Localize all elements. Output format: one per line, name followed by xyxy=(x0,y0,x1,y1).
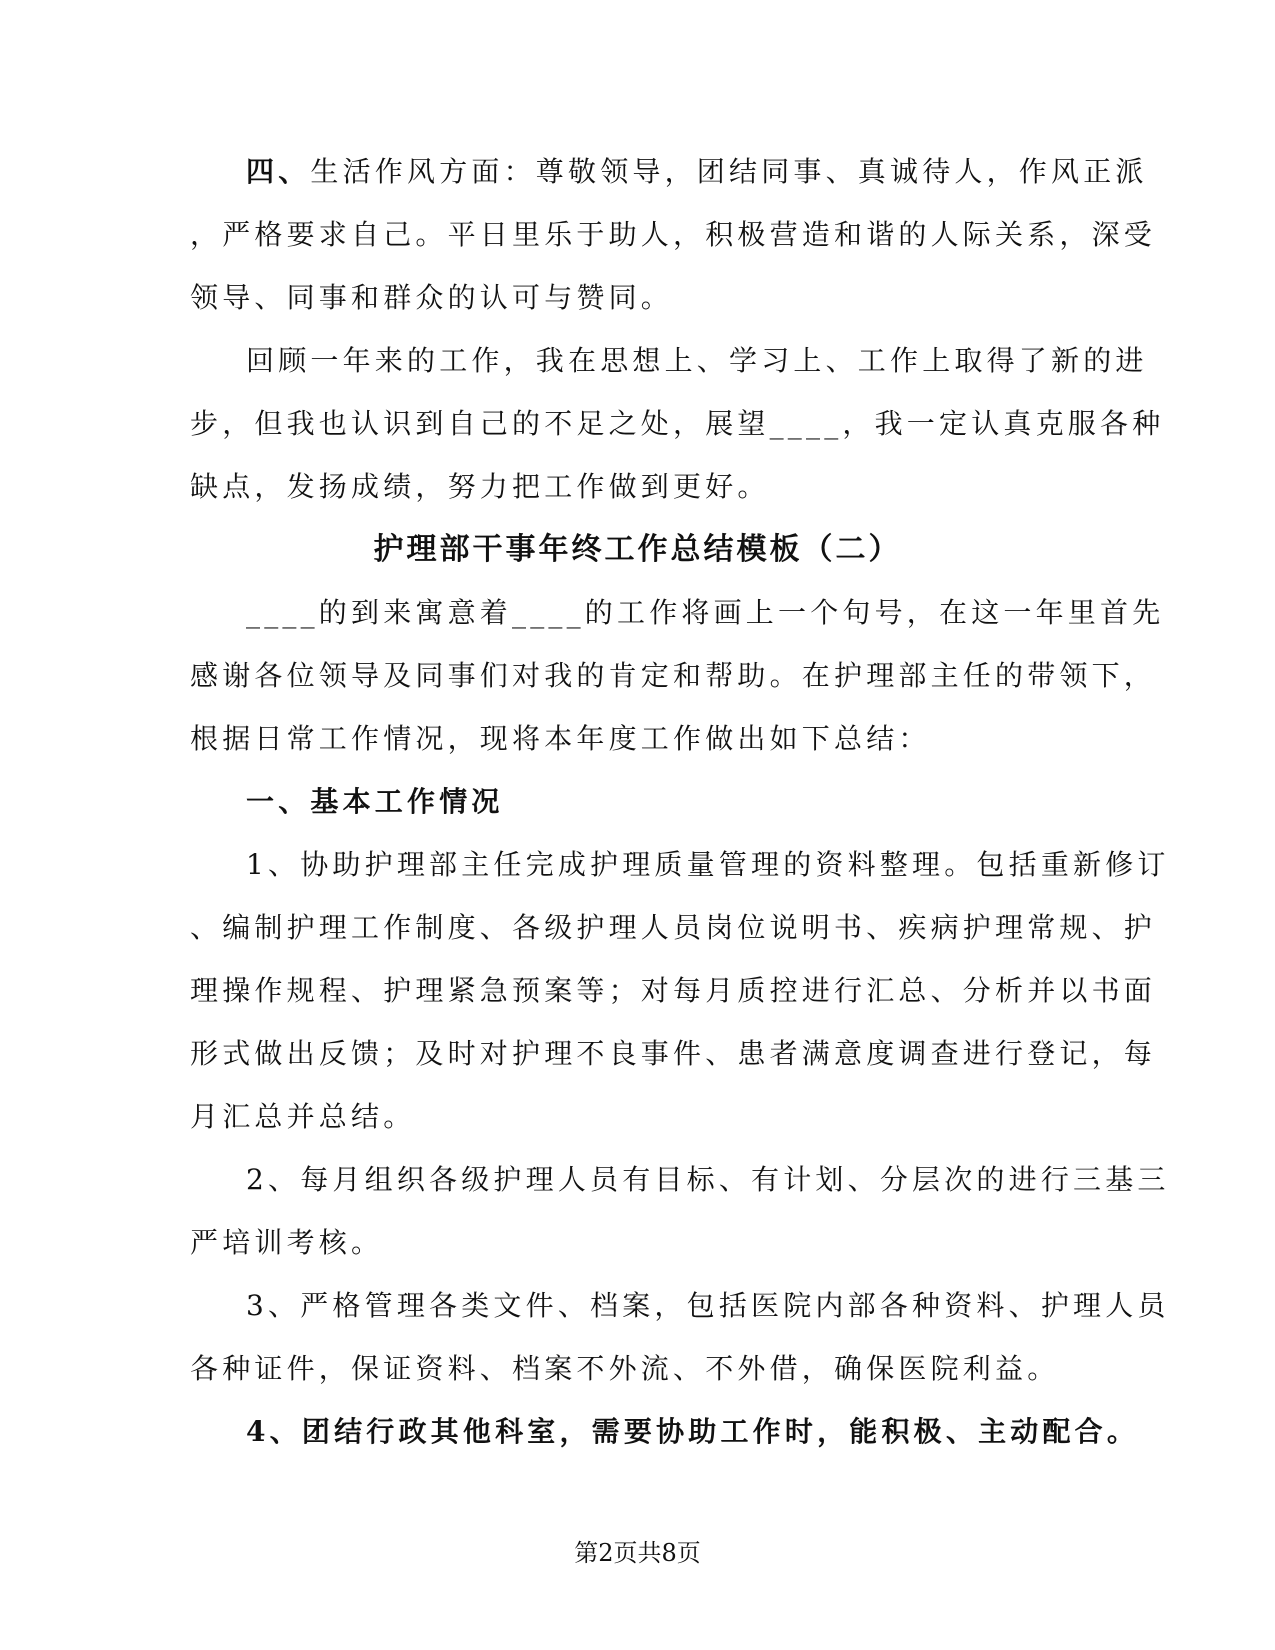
heading-basic-work: 一、基本工作情况 xyxy=(246,785,504,818)
page-number-footer: 第2页共8页 xyxy=(574,1539,701,1567)
para-four-lead: 四、 xyxy=(246,155,311,188)
section-title: 护理部干事年终工作总结模板（二） xyxy=(373,532,902,567)
para-intro-line-3: 根据日常工作情况，现将本年度工作做出如下总结： xyxy=(190,722,931,755)
item-3-line-2: 各种证件，保证资料、档案不外流、不外借，确保医院利益。 xyxy=(190,1352,1060,1385)
para-review-line-1: 回顾一年来的工作，我在思想上、学习上、工作上取得了新的进 xyxy=(246,344,1148,377)
item-1-line-2: 、编制护理工作制度、各级护理人员岗位说明书、疾病护理常规、护 xyxy=(190,911,1157,944)
para-intro-line-1: ____的到来寓意着____的工作将画上一个句号，在这一年里首先 xyxy=(246,596,1165,629)
item-2-line-2: 严培训考核。 xyxy=(190,1226,384,1259)
para-four-line-1-text: 生活作风方面：尊敬领导，团结同事、真诚待人，作风正派 xyxy=(310,155,1148,188)
item-1-line-1: 1、协助护理部主任完成护理质量管理的资料整理。包括重新修订 xyxy=(246,848,1170,881)
para-four-line-2: ，严格要求自己。平日里乐于助人，积极营造和谐的人际关系，深受 xyxy=(190,218,1157,251)
item-3-line-1: 3、严格管理各类文件、档案，包括医院内部各种资料、护理人员 xyxy=(246,1289,1170,1322)
item-1-line-3: 理操作规程、护理紧急预案等；对每月质控进行汇总、分析并以书面 xyxy=(190,974,1157,1007)
item-1-line-4: 形式做出反馈；及时对护理不良事件、患者满意度调查进行登记，每 xyxy=(190,1037,1157,1070)
para-review-line-2: 步，但我也认识到自己的不足之处，展望____，我一定认真克服各种 xyxy=(190,407,1165,440)
document-body xyxy=(190,140,1170,1463)
para-four-line-1 xyxy=(190,140,1148,203)
para-review-line-3: 缺点，发扬成绩，努力把工作做到更好。 xyxy=(190,470,770,503)
para-intro-line-2: 感谢各位领导及同事们对我的肯定和帮助。在护理部主任的带领下， xyxy=(190,659,1157,692)
para-four-line-3: 领导、同事和群众的认可与赞同。 xyxy=(190,281,674,314)
item-4-line-1: 4、团结行政其他科室，需要协助工作时，能积极、主动配合。 xyxy=(246,1415,1140,1448)
item-1-line-5: 月汇总并总结。 xyxy=(190,1100,416,1133)
item-2-line-1: 2、每月组织各级护理人员有目标、有计划、分层次的进行三基三 xyxy=(246,1163,1170,1196)
